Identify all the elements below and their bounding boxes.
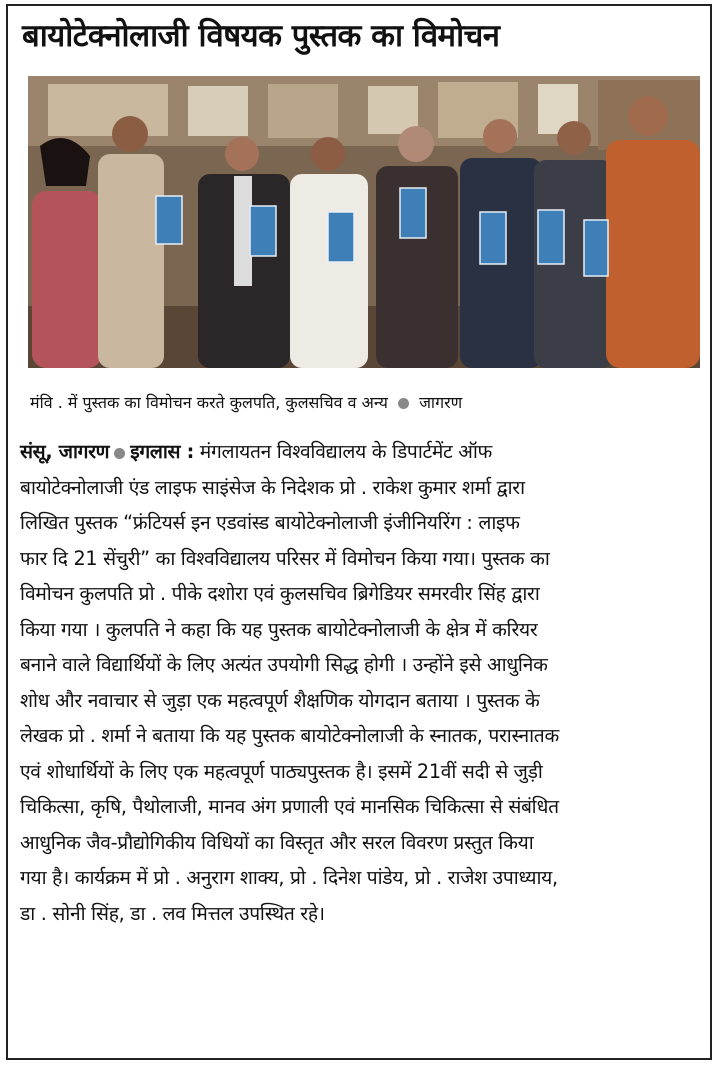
headline: बायोटेक्नोलाजी विषयक पुस्तक का विमोचन	[22, 18, 500, 54]
article-line: चिकित्सा, कृषि, पैथोलाजी, मानव अंग प्रणाली एवं मानसिक चिकित्सा से संबंधित	[20, 795, 559, 818]
article-line-1	[20, 434, 706, 470]
article-line: विमोचन कुलपति प्रो . पीके दशोरा एवं कुलसचिव ब्रिगेडियर समरवीर सिंह द्वारा	[20, 582, 540, 605]
article-line: आधुनिक जैव-प्रौद्योगिकीय विधियों का विस्तृत और सरल विवरण प्रस्तुत किया	[20, 830, 534, 854]
photo-caption	[30, 392, 710, 414]
caption-text: मंवि . में पुस्तक का विमोचन करते कुलपति, कुलसचिव व अन्य	[30, 393, 388, 412]
article-text: मंगलायतन विश्वविद्यालय के डिपार्टमेंट ऑफ	[199, 440, 493, 463]
article-line: बनाने वाले विद्यार्थियों के लिए अत्यंत उपयोगी सिद्ध होगी । उन्होंने इसे आधुनिक	[20, 653, 548, 676]
article-line: गया है। कार्यक्रम में प्रो . अनुराग शाक्य, प्रो . दिनेश पांडेय, प्रो . राजेश उपाध्याय,	[20, 866, 558, 889]
bullet-icon	[114, 448, 125, 459]
dateline-source: संसू, जागरण	[20, 440, 110, 463]
news-clipping	[6, 4, 712, 1060]
dateline-place: इगलास :	[130, 440, 194, 463]
caption-source: जागरण	[419, 393, 463, 412]
article-line: लिखित पुस्तक “फ्रंटियर्स इन एडवांस्ड बायोटेक्नोलाजी इंजीनियरिंग : लाइफ	[20, 511, 520, 534]
article-line: लेखक प्रो . शर्मा ने बताया कि यह पुस्तक बायोटेक्नोलाजी के स्नातक, परास्नातक	[20, 724, 559, 747]
article-line: एवं शोधार्थियों के लिए एक महत्वपूर्ण पाठ्यपुस्तक है। इसमें 21वीं सदी से जुड़ी	[20, 759, 543, 783]
article-line: शोध और नवाचार से जुड़ा एक महत्वपूर्ण शैक्षणिक योगदान बताया । पुस्तक के	[20, 688, 540, 712]
bullet-icon	[398, 398, 409, 409]
article-line: किया गया । कुलपति ने कहा कि यह पुस्तक बायोटेक्नोलाजी के क्षेत्र में करियर	[20, 617, 538, 641]
photo-illustration	[28, 76, 700, 368]
article-line: डा . सोनी सिंह, डा . लव मित्तल उपस्थित रहे।	[20, 901, 325, 925]
event-photo	[28, 76, 700, 368]
article-line: फार दि 21 सेंचुरी” का विश्वविद्यालय परिसर में विमोचन किया गया। पुस्तक का	[20, 546, 550, 570]
article-line: बायोटेक्नोलाजी एंड लाइफ साइंसेज के निदेशक प्रो . राकेश कुमार शर्मा द्वारा	[20, 475, 525, 499]
article-body	[20, 434, 706, 931]
